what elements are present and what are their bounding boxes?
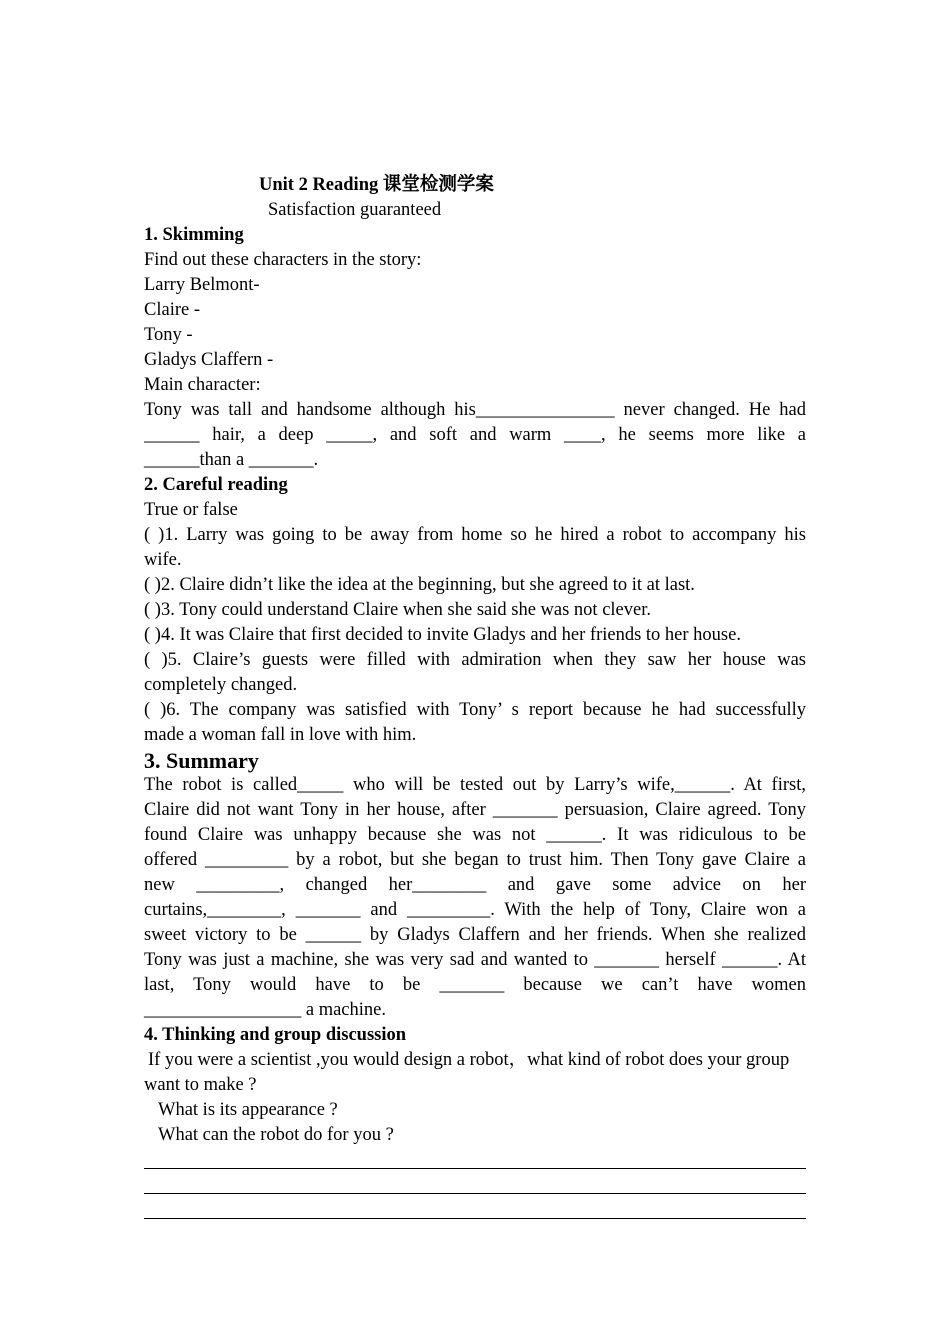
summary-line: The robot is called_____ who will be tested out by Larry’s wife,______. At first, [144,775,806,795]
section-heading-careful-reading: 2. Careful reading [144,475,288,495]
summary-line: last, Tony would have to be _______ because we can’t have women [144,975,806,995]
character-tony: Tony - [144,325,193,345]
tf-item-2: ( )2. Claire didn’t like the idea at the beginning, but she agreed to it at last. [144,575,695,595]
answer-line[interactable] [144,1198,806,1223]
section-heading-skimming: 1. Skimming [144,225,244,245]
discussion-prompt-function: What can the robot do for you ? [158,1125,394,1145]
summary-line: found Claire was unhappy because she was not ______. It was ridiculous to be [144,825,806,845]
skimming-paragraph-line: Tony was tall and handsome although his_______________ never changed. He had [144,400,806,420]
section-heading-discussion: 4. Thinking and group discussion [144,1025,407,1045]
summary-line: Claire did not want Tony in her house, after _______ persuasion, Claire agreed. Tony [144,800,806,820]
tf-item-1-cont: wife. [144,550,182,570]
section-heading-summary: 3. Summary [144,748,259,773]
tf-item-3: ( )3. Tony could understand Claire when she said she was not clever. [144,600,651,620]
answer-line[interactable] [144,1148,806,1173]
true-false-intro: True or false [144,500,238,520]
answer-lines [144,1148,806,1223]
tf-item-5: ( )5. Claire’s guests were filled with admiration when they saw her house was [144,650,806,670]
summary-line: curtains,________, _______ and _________. With the help of Tony, Claire won a [144,900,806,920]
summary-line: Tony was just a machine, she was very sad and wanted to _______ herself ______. At [144,950,806,970]
character-claire: Claire - [144,300,200,320]
answer-line[interactable] [144,1173,806,1198]
tf-item-5-cont: completely changed. [144,675,298,695]
skimming-paragraph-line: ______ hair, a deep _____, and soft and warm ____, he seems more like a [144,425,806,445]
page-subtitle: Satisfaction guaranteed [268,200,442,220]
summary-line: _________________ a machine. [144,1000,386,1020]
skimming-intro: Find out these characters in the story: [144,250,422,270]
character-larry: Larry Belmont- [144,275,260,295]
discussion-question-cont: want to make ? [144,1075,257,1095]
discussion-prompt-appearance: What is its appearance ? [158,1100,338,1120]
tf-item-6-cont: made a woman fall in love with him. [144,725,417,745]
tf-item-4: ( )4. It was Claire that first decided to invite Gladys and her friends to her house. [144,625,741,645]
summary-line: new _________, changed her________ and gave some advice on her [144,875,806,895]
worksheet-content [144,173,806,1223]
main-character-label: Main character: [144,375,261,395]
character-gladys: Gladys Claffern - [144,350,274,370]
page-title: Unit 2 Reading 课堂检测学案 [259,175,494,195]
tf-item-6: ( )6. The company was satisfied with Tony’ s report because he had successfully [144,700,806,720]
discussion-question: If you were a scientist ,you would design a robot，what kind of robot does your group [148,1050,790,1070]
summary-line: offered _________ by a robot, but she began to trust him. Then Tony gave Claire a [144,850,806,870]
skimming-paragraph-line: ______than a _______. [144,450,319,470]
tf-item-1: ( )1. Larry was going to be away from home so he hired a robot to accompany his [144,525,806,545]
summary-line: sweet victory to be ______ by Gladys Claffern and her friends. When she realized [144,925,806,945]
